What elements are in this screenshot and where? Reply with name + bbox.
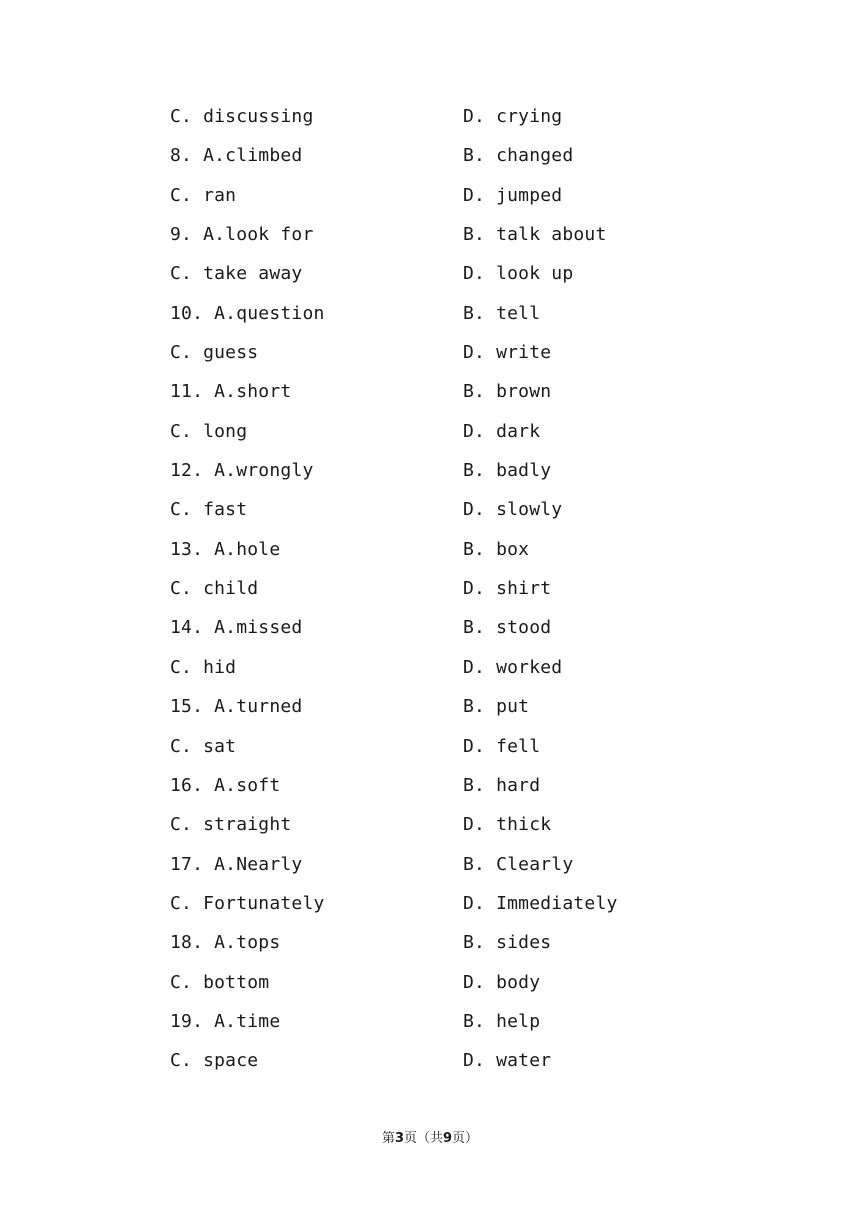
footer-middle: 页（共 [403,1131,443,1146]
option-row [170,537,730,576]
option-row [170,773,730,812]
option-right: D. dark [463,420,541,442]
option-right: B. changed [463,145,574,167]
option-right: B. badly [463,460,552,482]
option-row [170,655,730,694]
option-row [170,301,730,340]
option-left: 12. A.wrongly [170,460,314,482]
option-right: B. tell [463,302,541,324]
option-left: 14. A.missed [170,617,303,639]
option-left: C. space [170,1050,259,1072]
option-row [170,694,730,733]
option-row [170,143,730,182]
option-row [170,812,730,851]
option-right: D. fell [463,735,541,757]
option-left: 11. A.short [170,381,292,403]
option-right: D. Immediately [463,892,618,914]
footer-prefix: 第 [381,1131,395,1146]
option-right: B. hard [463,774,541,796]
option-left: C. child [170,578,259,600]
option-right: D. body [463,971,541,993]
option-left: 8. A.climbed [170,145,303,167]
option-left: C. discussing [170,106,314,127]
option-right: B. Clearly [463,853,574,875]
option-row [170,458,730,497]
option-left: C. Fortunately [170,892,325,914]
option-row [170,970,730,1009]
option-row [170,891,730,930]
option-right: D. write [463,342,552,364]
option-right: D. look up [463,263,574,285]
option-left: C. guess [170,342,259,364]
option-right: B. brown [463,381,552,403]
option-right: B. put [463,696,530,718]
option-right: D. slowly [463,499,563,521]
option-row [170,379,730,418]
option-right: B. help [463,1010,541,1032]
answer-options-list [170,104,730,1088]
option-row [170,1048,730,1087]
option-left: 19. A.time [170,1010,281,1032]
option-row [170,576,730,615]
option-left: 15. A.turned [170,696,303,718]
option-left: 13. A.hole [170,538,281,560]
option-row [170,497,730,536]
option-left: C. ran [170,184,237,206]
option-row [170,1009,730,1048]
option-row [170,852,730,891]
option-right: D. crying [463,106,563,127]
option-left: C. hid [170,656,237,678]
option-left: C. fast [170,499,248,521]
option-right: B. box [463,538,530,560]
option-left: C. sat [170,735,237,757]
option-left: 10. A.question [170,302,325,324]
page-footer [0,1130,860,1148]
option-right: B. talk about [463,224,607,246]
option-row [170,340,730,379]
option-left: 18. A.tops [170,932,281,954]
option-right: D. worked [463,656,563,678]
option-left: 9. A.look for [170,224,314,246]
option-left: C. take away [170,263,303,285]
option-right: D. jumped [463,184,563,206]
option-row [170,261,730,300]
option-left: C. straight [170,814,292,836]
option-left: C. long [170,420,248,442]
option-right: D. thick [463,814,552,836]
option-row [170,419,730,458]
option-row [170,734,730,773]
option-row [170,930,730,969]
option-right: D. shirt [463,578,552,600]
footer-page-number: 3 [394,1131,404,1146]
option-right: B. sides [463,932,552,954]
option-row [170,104,730,143]
option-left: 16. A.soft [170,774,281,796]
option-right: D. water [463,1050,552,1072]
option-left: C. bottom [170,971,270,993]
option-row [170,222,730,261]
option-right: B. stood [463,617,552,639]
footer-suffix: 页） [452,1131,479,1146]
footer-total-pages: 9 [443,1131,453,1146]
option-row [170,615,730,654]
option-left: 17. A.Nearly [170,853,303,875]
option-row [170,183,730,222]
